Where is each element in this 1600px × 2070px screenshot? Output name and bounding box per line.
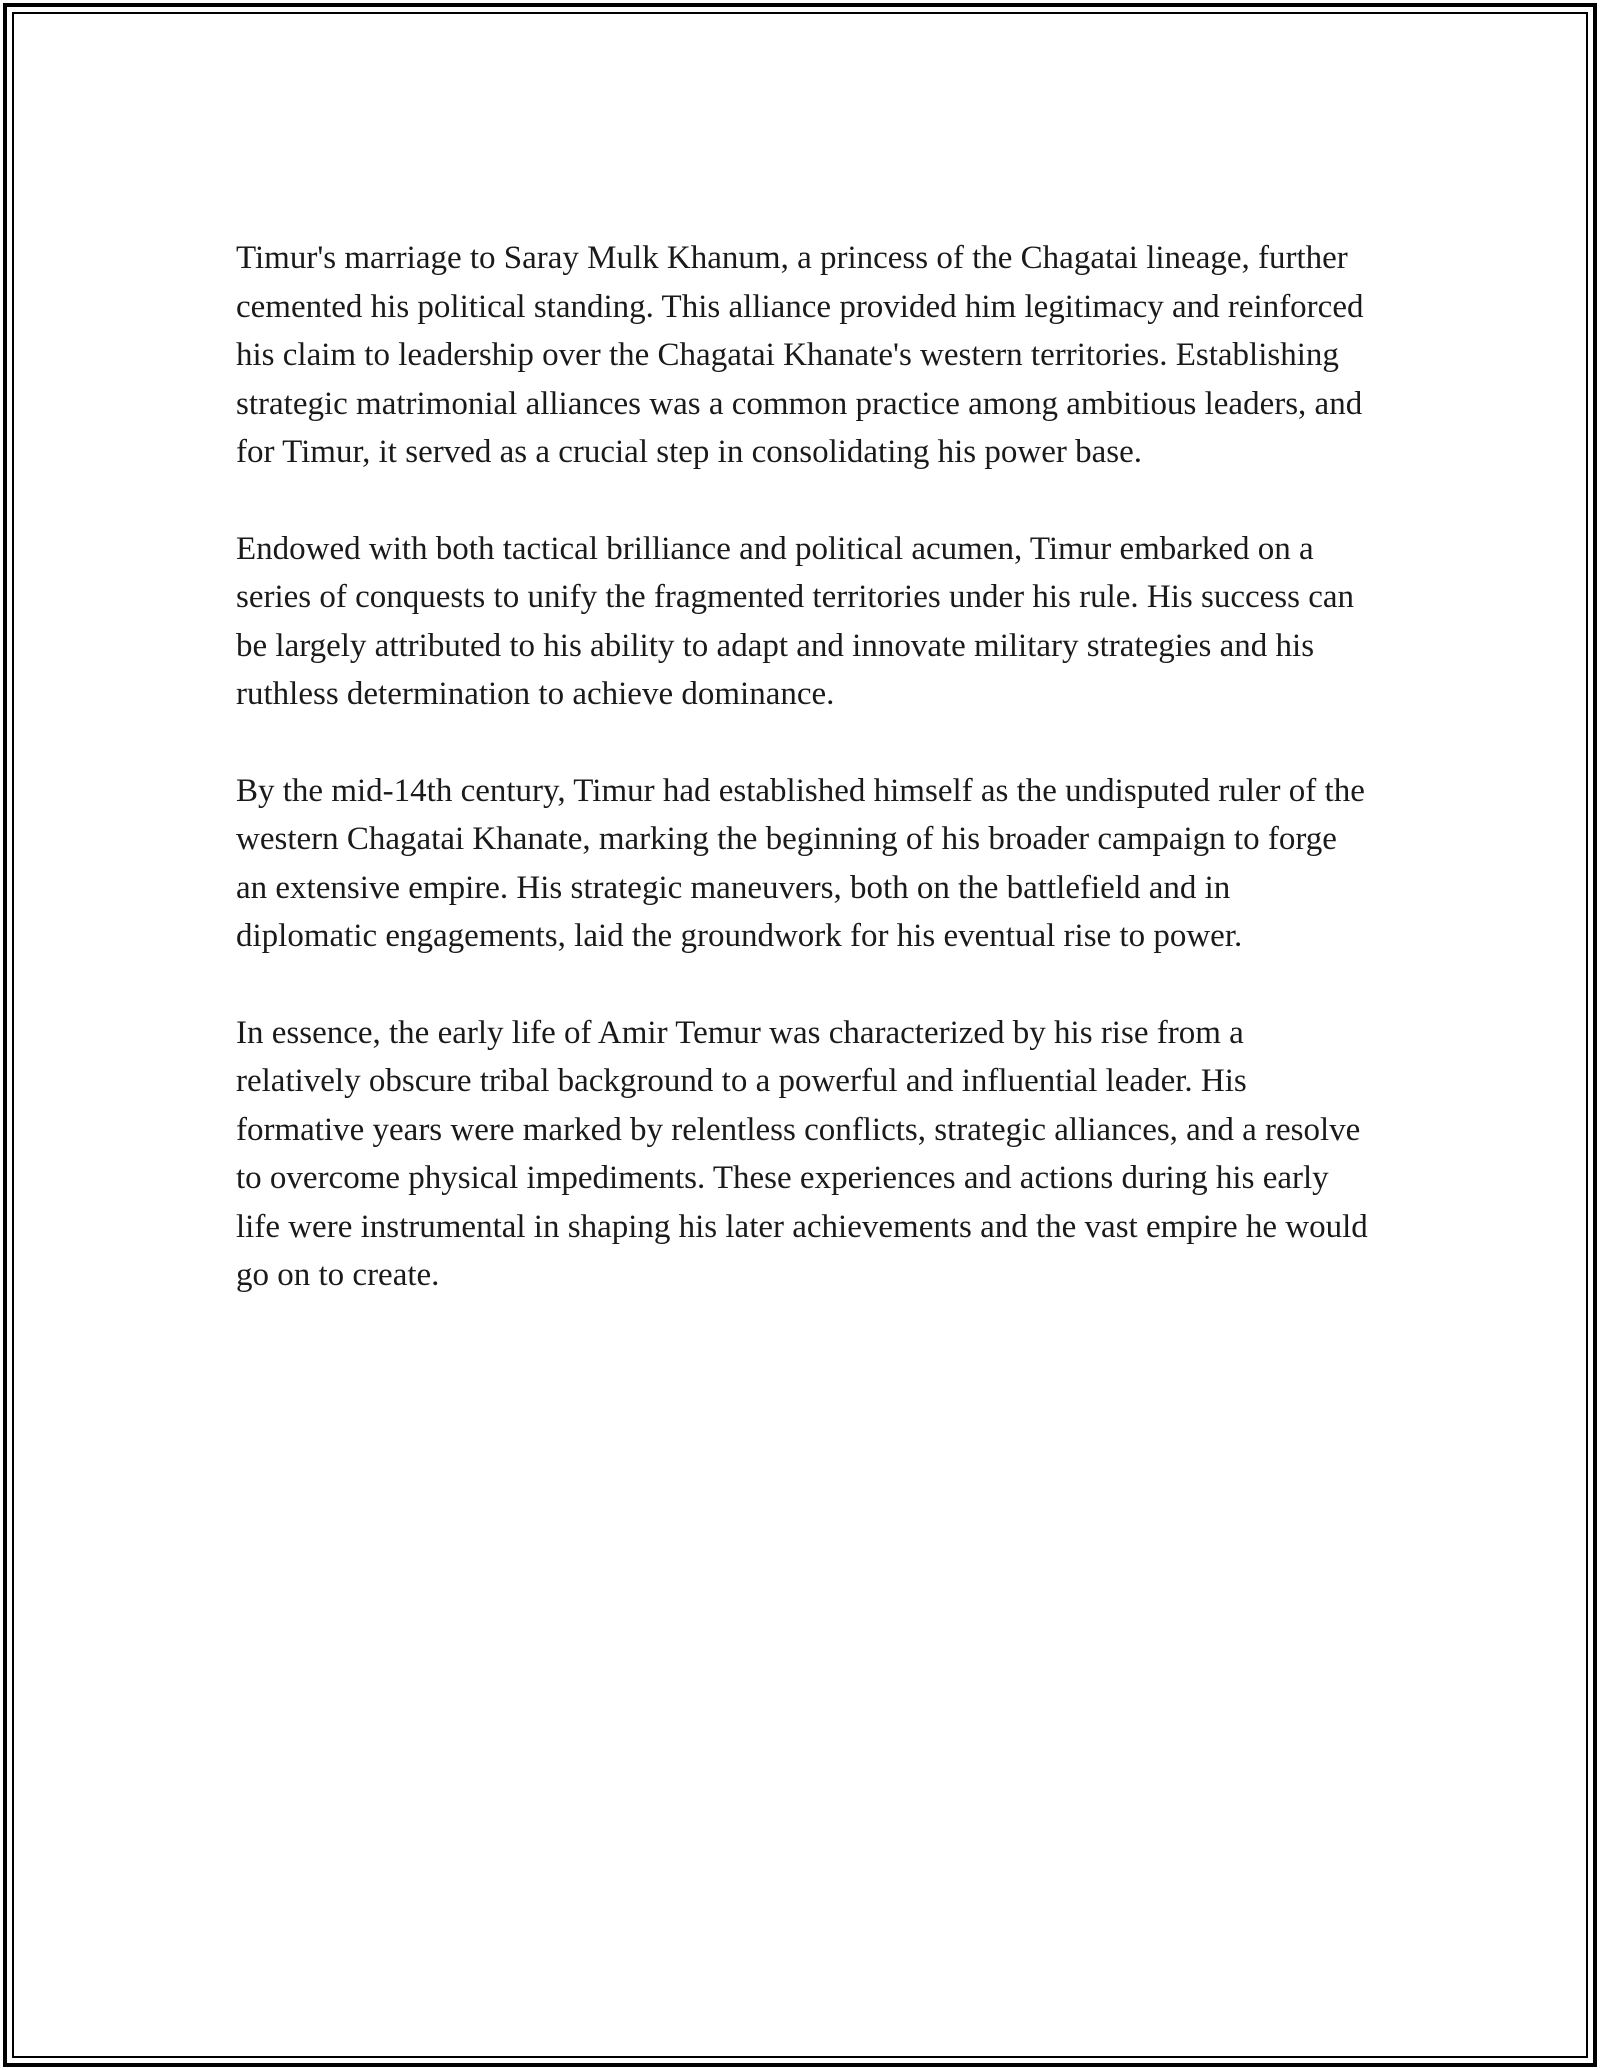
- paragraph-ruler-chagatai: By the mid-14th century, Timur had established himself as the undisputed ruler of the western Chagatai Khanate, marking the beginning of his broader campaign to forge an extensive empire. His strategic maneuvers, both on the battlefield and in diplomatic engagements, laid the groundwork for his eventual rise to power.: [236, 772, 1365, 954]
- paragraph-marriage-alliance: Timur's marriage to Saray Mulk Khanum, a princess of the Chagatai lineage, further cemented his political standing. This alliance provided him legitimacy and reinforced his claim to leadership over the Chagatai Khanate's western territories. Establishing strategic matrimonial alliances was a common practice among ambitious leaders, and for Timur, it served as a crucial step in consolidating his power base.: [236, 240, 1364, 470]
- document-body: [236, 234, 1376, 1348]
- paragraph-conquests: Endowed with both tactical brilliance and political acumen, Timur embarked on a series of conquests to unify the fragmented territories under his rule. His success can be largely attributed to his ability to adapt and innovate military strategies and his ruthless determination to achieve dominance.: [236, 530, 1355, 712]
- paragraph-early-life-summary: In essence, the early life of Amir Temur was characterized by his rise from a relatively obscure tribal background to a powerful and influential leader. His formative years were marked by relentless conflicts, strategic alliances, and a resolve to overcome physical impediments. These experiences and actions during his early life were instrumental in shaping his later achievements and the vast empire he would go on to create.: [236, 1014, 1368, 1293]
